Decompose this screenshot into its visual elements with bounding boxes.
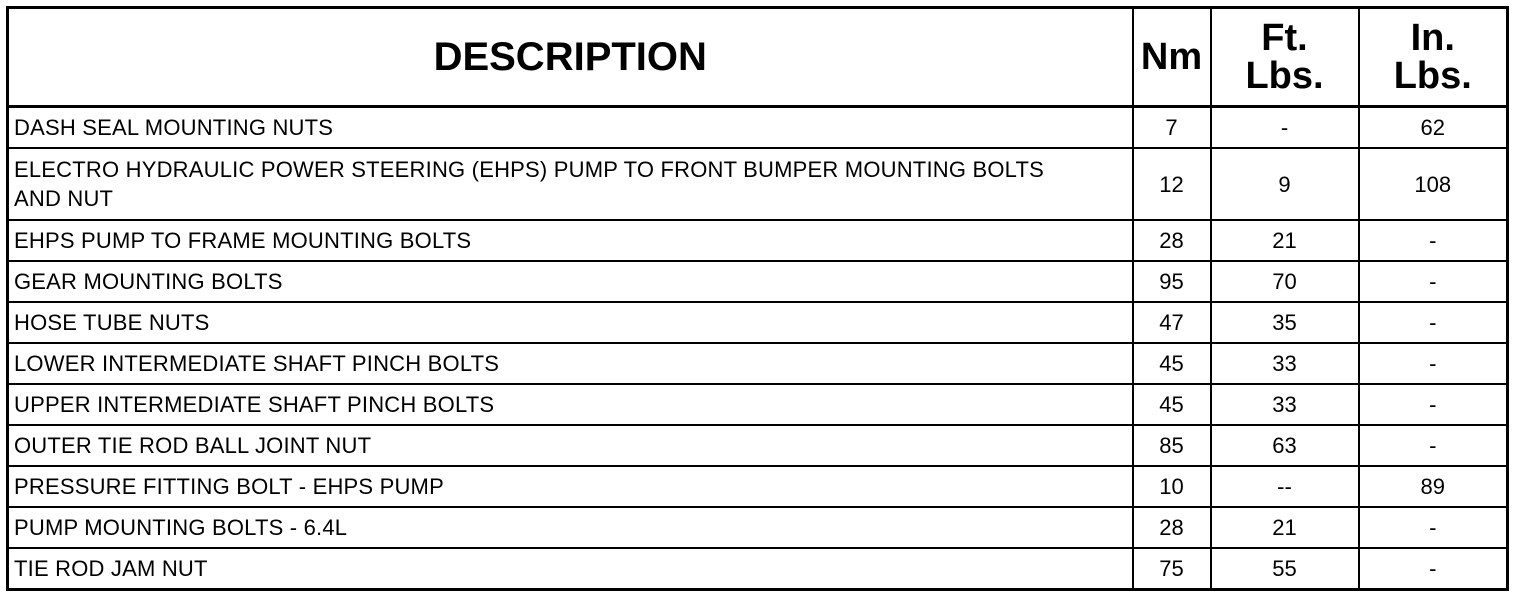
table-body <box>8 107 1508 590</box>
cell-description: TIE ROD JAM NUT <box>8 548 1133 590</box>
cell-in-lbs: - <box>1359 220 1508 261</box>
cell-in-lbs: - <box>1359 343 1508 384</box>
cell-nm: 85 <box>1133 425 1211 466</box>
cell-description: PRESSURE FITTING BOLT - EHPS PUMP <box>8 466 1133 507</box>
cell-nm: 47 <box>1133 302 1211 343</box>
cell-nm: 7 <box>1133 107 1211 149</box>
cell-ft-lbs: 33 <box>1211 384 1359 425</box>
table-row <box>8 148 1508 220</box>
cell-nm: 28 <box>1133 220 1211 261</box>
cell-nm: 75 <box>1133 548 1211 590</box>
cell-in-lbs: 62 <box>1359 107 1508 149</box>
cell-description: UPPER INTERMEDIATE SHAFT PINCH BOLTS <box>8 384 1133 425</box>
table-row <box>8 343 1508 384</box>
header-nm: Nm <box>1133 8 1211 107</box>
table-row <box>8 302 1508 343</box>
cell-description: LOWER INTERMEDIATE SHAFT PINCH BOLTS <box>8 343 1133 384</box>
cell-description: GEAR MOUNTING BOLTS <box>8 261 1133 302</box>
table-row <box>8 548 1508 590</box>
table-row <box>8 261 1508 302</box>
cell-ft-lbs: 21 <box>1211 507 1359 548</box>
cell-in-lbs: - <box>1359 425 1508 466</box>
table-row <box>8 425 1508 466</box>
cell-description: HOSE TUBE NUTS <box>8 302 1133 343</box>
cell-in-lbs: 89 <box>1359 466 1508 507</box>
cell-nm: 28 <box>1133 507 1211 548</box>
header-in-lbs <box>1359 8 1508 107</box>
cell-in-lbs: 108 <box>1359 148 1508 220</box>
table-row <box>8 384 1508 425</box>
cell-ft-lbs: 63 <box>1211 425 1359 466</box>
cell-ft-lbs: 55 <box>1211 548 1359 590</box>
header-ft-lbs <box>1211 8 1359 107</box>
cell-nm: 45 <box>1133 343 1211 384</box>
table-header <box>8 8 1508 107</box>
table-row <box>8 220 1508 261</box>
cell-ft-lbs: 21 <box>1211 220 1359 261</box>
cell-description: ELECTRO HYDRAULIC POWER STEERING (EHPS) PUMP TO FRONT BUMPER MOUNTING BOLTS AND NUT <box>8 148 1133 220</box>
cell-ft-lbs: 9 <box>1211 148 1359 220</box>
cell-ft-lbs: -- <box>1211 466 1359 507</box>
header-ft-lbs-line2: Lbs. <box>1245 55 1324 97</box>
cell-in-lbs: - <box>1359 507 1508 548</box>
cell-description: OUTER TIE ROD BALL JOINT NUT <box>8 425 1133 466</box>
cell-nm: 45 <box>1133 384 1211 425</box>
cell-in-lbs: - <box>1359 261 1508 302</box>
cell-ft-lbs: 70 <box>1211 261 1359 302</box>
header-in-lbs-line2: Lbs. <box>1393 55 1472 97</box>
cell-in-lbs: - <box>1359 384 1508 425</box>
cell-nm: 12 <box>1133 148 1211 220</box>
cell-in-lbs: - <box>1359 302 1508 343</box>
cell-ft-lbs: 33 <box>1211 343 1359 384</box>
header-description: DESCRIPTION <box>8 8 1133 107</box>
cell-description: EHPS PUMP TO FRAME MOUNTING BOLTS <box>8 220 1133 261</box>
header-in-lbs-line1: In. <box>1410 17 1455 59</box>
table-row <box>8 507 1508 548</box>
table-row <box>8 466 1508 507</box>
cell-nm: 95 <box>1133 261 1211 302</box>
cell-description: DASH SEAL MOUNTING NUTS <box>8 107 1133 149</box>
header-row <box>8 8 1508 107</box>
torque-spec-table <box>6 6 1509 591</box>
table-row <box>8 107 1508 149</box>
cell-ft-lbs: 35 <box>1211 302 1359 343</box>
cell-in-lbs: - <box>1359 548 1508 590</box>
header-ft-lbs-line1: Ft. <box>1261 17 1308 59</box>
cell-ft-lbs: - <box>1211 107 1359 149</box>
cell-nm: 10 <box>1133 466 1211 507</box>
cell-description: PUMP MOUNTING BOLTS - 6.4L <box>8 507 1133 548</box>
